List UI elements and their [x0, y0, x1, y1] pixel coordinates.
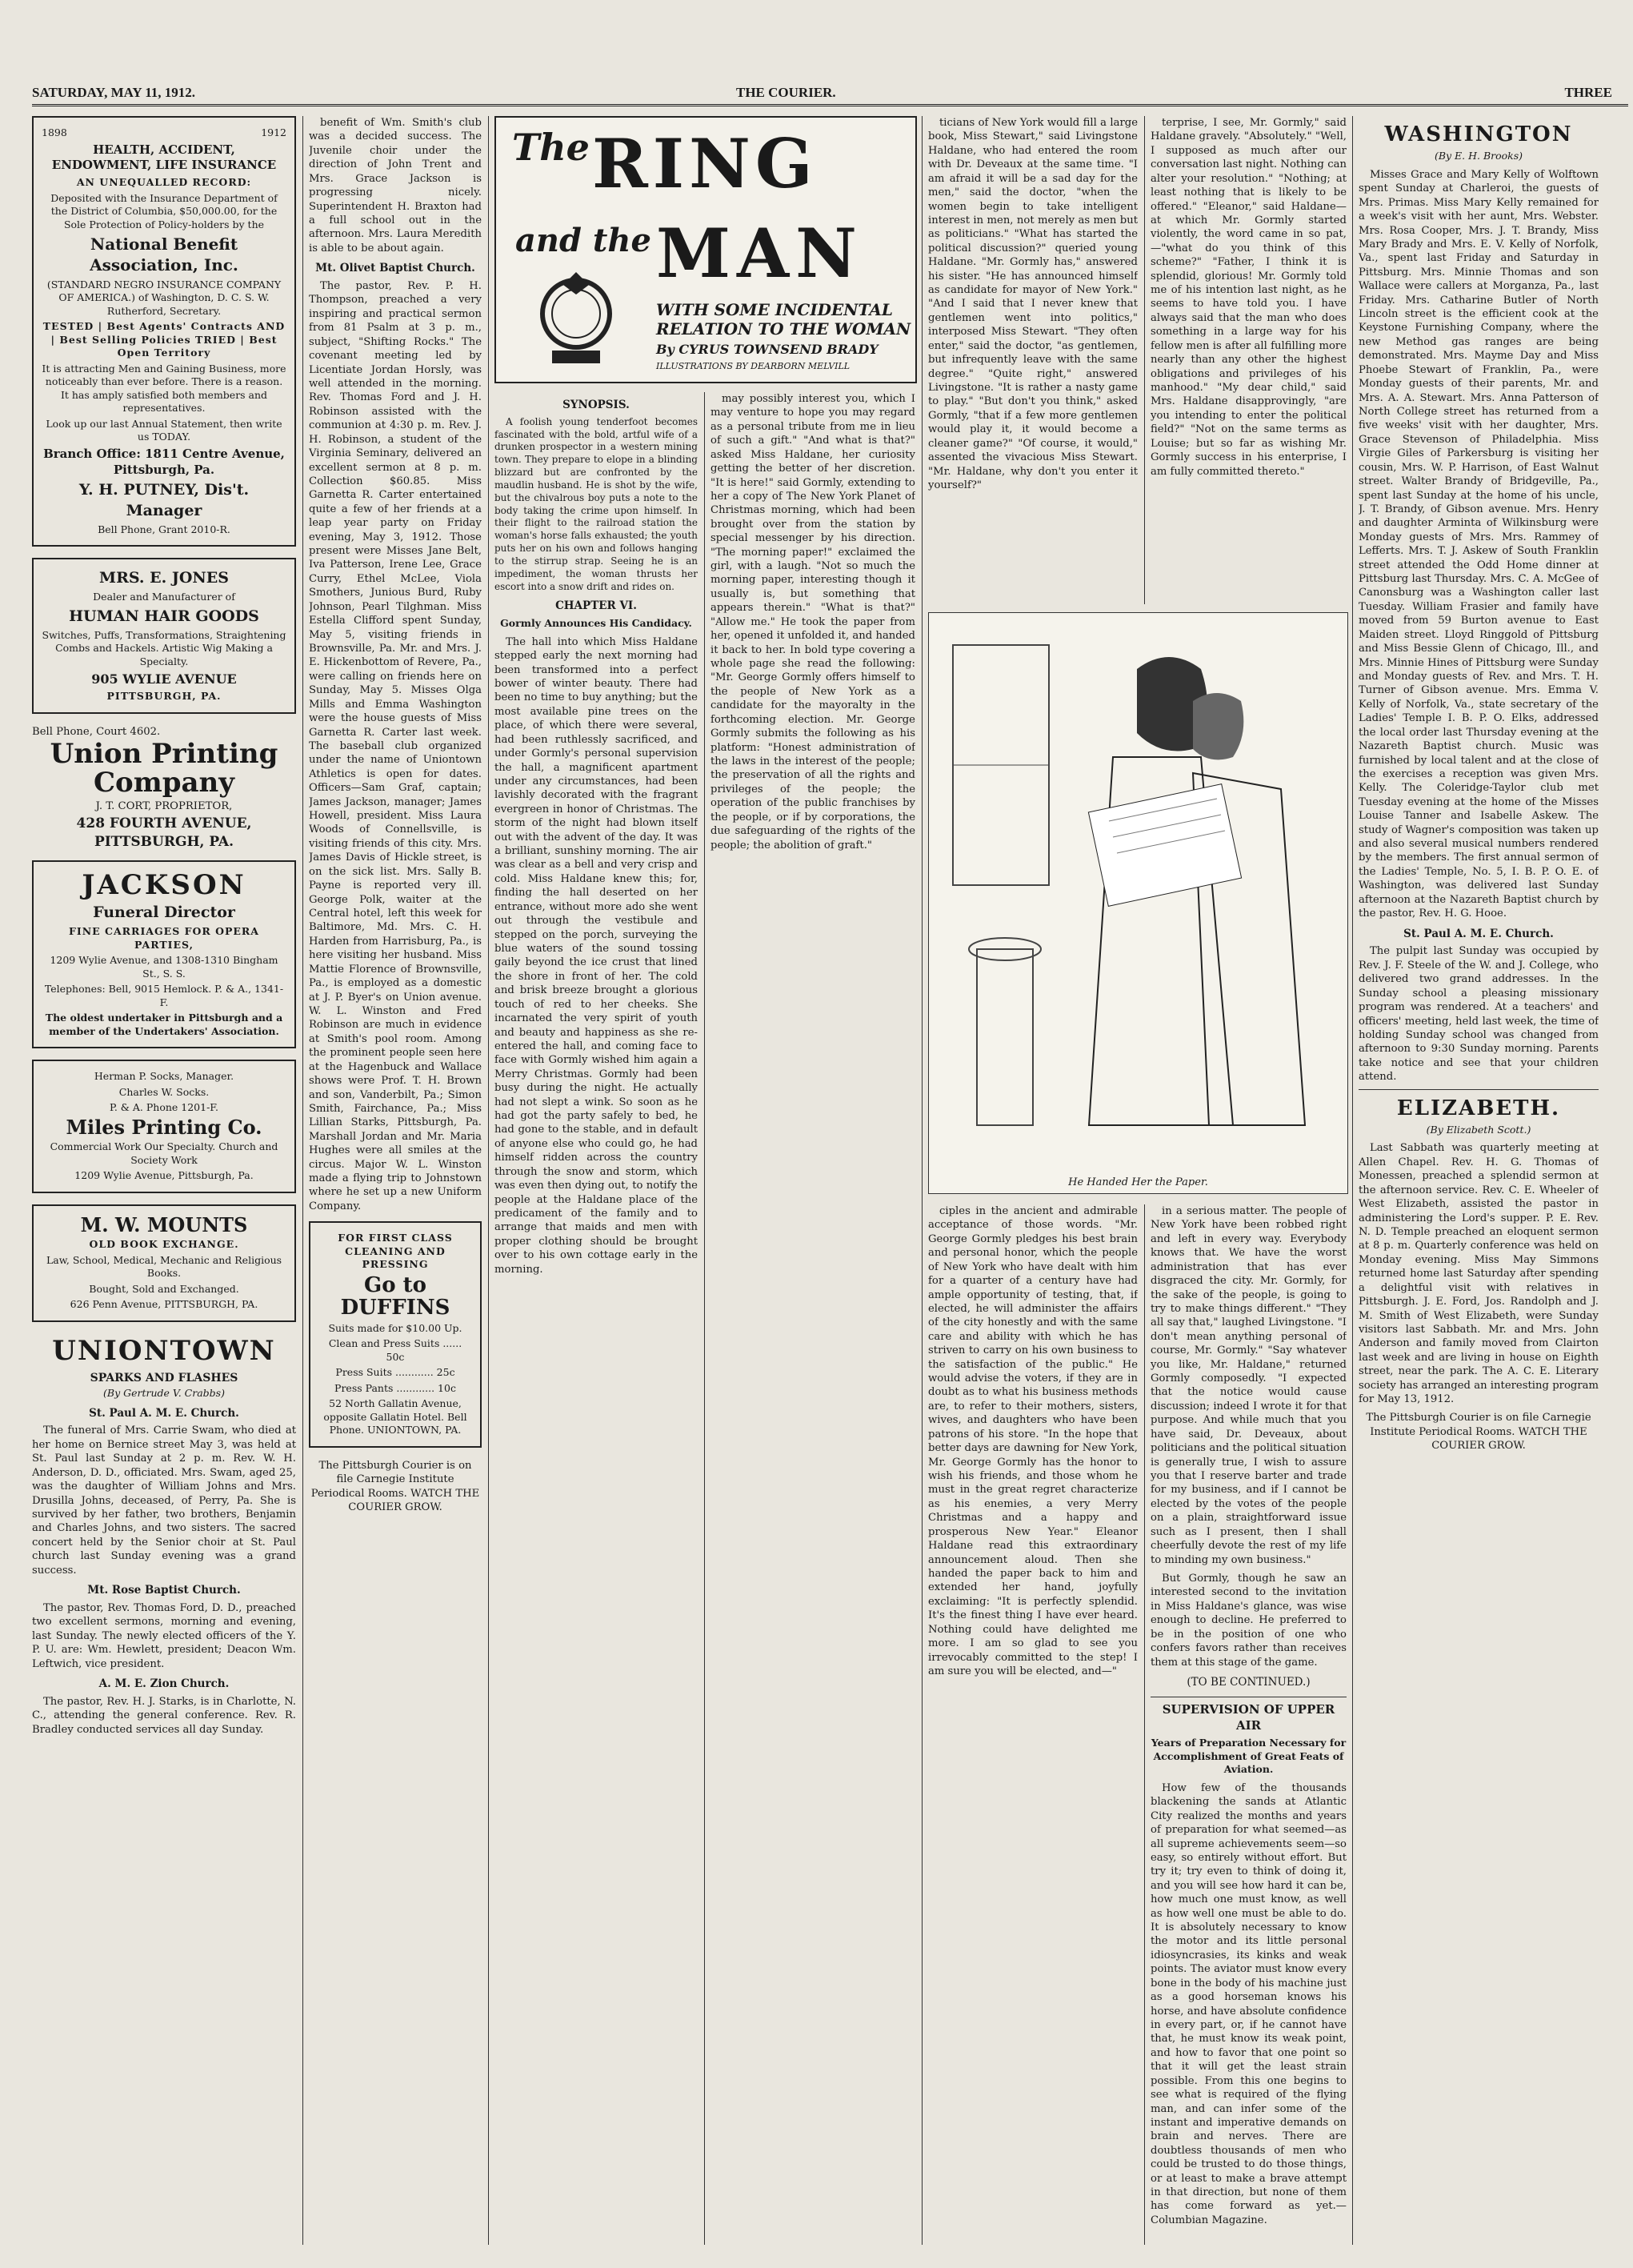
story-column-2: may possibly interest you, which I may venture to hope you may regard as a personal tribute from me in lieu of such a gift." "And what is that?" asked Miss Haldane, her curiosity getting the better of her discretion. "It is here!" said Gormly, extending to her a copy of The New York Planet of Christmas morning, which had been brought over from the station by special messenger by his direction. "The morning paper!" exclaimed the girl, with a laugh. "Not so much the morning paper, interesting though it usually is, but something that appears therein." "What is that?" "Allow me." He took the paper from her, opened it unfolded it, and handed it back to her. In bold type covering a whole page she read the following: "Mr. George Gormly offers himself to the people of New York as a candidate for the mayoralty in the forthcoming election. Mr. George Gormly submits the following as his platform: "Honest administration of the laws in the interest of the people; the preservation of all the rights and privileges of the people; the operation of the public franchises by the people, or if by corporations, the due safeguarding of the rights of the people; the abolition of graft." — [710, 393, 915, 852]
ad2-line2: HUMAN HAIR GOODS — [69, 607, 259, 625]
title-the: The — [512, 126, 590, 169]
ad4-line4: Telephones: Bell, 9015 Hemlock. P. & A., 1341-F. — [44, 983, 284, 1008]
story-column-4: terprise, I see, Mr. Gormly," said Haldane gravely. "Absolutely." "Well, I supposed as much after our conversation last night. Nothing can alter your resolution." "Nothing; at least nothing that is likely to be offered." "Eleanor," said Haldane—at which Mr. Gormly started violently, the word came in so pat,—"what do you think of this scheme?" "Father, I think it is splendid, glorious! Mr. Gormly told me of his intention last night, as he seems to have told you. I have always said that the man who does something in a large way for his fellow men is after all fulfilling more nearly than any other the highest obligations and privileges of his manhood." "My dear child," said Mrs. Haldane disapprovingly, "are you intending to enter the political field?" "Not on the same terms as Louise; but so far as wishing Mr. Gormly success in his enterprise, I am fully committed thereto." — [1151, 117, 1347, 478]
ad1-branch: Branch Office: 1811 Centre Avenue, Pittsburgh, Pa. — [43, 446, 285, 477]
illustration-caption: He Handed Her the Paper. — [1068, 1176, 1208, 1188]
synopsis-text: A foolish young tenderfoot becomes fascinated with the bold, artful wife of a drunken prospector in a western mining town. They prepare to elope in a blinding blizzard but are confronted by the maudlin husband. He is shot by the wife, but the chivalrous boy puts a note to the body taking the crime upon himself. In their flight to the railroad station the woman's horse falls exhausted; the youth puts her on his own and follows hanging to the stirrup strap. Seeing he is an impediment, the woman thrusts her escort into a snow drift and rides on. — [494, 415, 698, 592]
ad1-body: Deposited with the Insurance Department of the District of Columbia, $50,000.00, for the Sole Protection of Policy-holders by the — [50, 191, 278, 230]
ad1-subhead: AN UNEQUALLED RECORD: — [76, 176, 252, 189]
uniontown-byline: (By Gertrude V. Crabbs) — [103, 1387, 225, 1400]
column-6 — [1151, 116, 1347, 604]
ad-union-printing — [32, 725, 296, 851]
title-ring: RING — [592, 124, 818, 203]
ad3-address: 428 FOURTH AVENUE, PITTSBURGH, PA. — [76, 815, 252, 850]
masthead — [32, 83, 1628, 106]
title-author: By CYRUS TOWNSEND BRADY — [656, 342, 879, 357]
ad4-name: JACKSON — [82, 868, 246, 901]
aviation-head: SUPERVISION OF UPPER AIR — [1151, 1697, 1347, 1734]
washington-head: WASHINGTON — [1384, 122, 1573, 146]
ad1-sub: (STANDARD NEGRO INSURANCE COMPANY OF AMERICA.) of Washington, D. C. S. W. Rutherford, Secretary. — [46, 278, 282, 317]
col2-church: Mt. Olivet Baptist Church. — [315, 262, 475, 275]
ad2-line3: Switches, Puffs, Transformations, Straightening Combs and Hackels. Artistic Wig Making a Specialty. — [42, 628, 286, 667]
ad2-address: 905 WYLIE AVENUE — [91, 671, 237, 687]
duffins-l2: Clean and Press Suits ...... 50c — [328, 1337, 462, 1363]
aviation-sub: Years of Preparation Necessary for Accomplishment of Great Feats of Aviation. — [1151, 1737, 1347, 1776]
ad1-tested: TESTED | Best Agents' Contracts AND | Best Selling Policies TRIED | Best Open Territory — [42, 320, 286, 359]
title-illustrator: ILLUSTRATIONS BY DEARBORN MELVILL — [656, 361, 851, 371]
story-column-1: The hall into which Miss Haldane stepped early the next morning had been transformed into a perfect bower of winter beauty. There had been no time to buy anything; but the most available pine trees on the place, of which there were several, had been ruthlessly sacrificed, and under Gormly's personal supervision the hall, a magnificent apartment under any circumstances, had been lavishly decorated with the fragrant evergreen in honor of Christmas. The storm of the night had blown itself out with the advent of the day. It was a brilliant, sunshiny morning. The air was clear as a bell and very crisp and cold. Miss Haldane knew this; for, finding the hall deserted on her entrance, without more ado she went out through the vestibule and stepped on the porch, surveying the blue waters of the sound tossing gaily beyond the ice crust that lined the shore in front of her. The cold and brisk breeze brought a glorious touch of red to her cheeks. She incarnated the very spirit of youth and beauty and happiness as she re-entered the hall, and coming face to face with Gormly wished him again a Merry Christmas. Gormly had been busy during the night. He actually had not slept a wink. So soon as he had got the party safely to bed, he had gone to the stable, and in default of anyone else who could go, he had himself ridden across the country through the snow and storm, which was even then dying out, to notify the people at the Haldane place of the predicament of the family and to arrange that maids and men with proper clothing should be brought over to his own cottage early in the morning. — [494, 635, 698, 1276]
column-2 — [309, 116, 482, 2245]
elizabeth-byline: (By Elizabeth Scott.) — [1426, 1123, 1531, 1136]
synopsis-head: SYNOPSIS. — [562, 399, 630, 411]
col7-footer: The Pittsburgh Courier is on file Carnegie Institute Periodical Rooms. WATCH THE COURIER GROW. — [1366, 1412, 1591, 1453]
washington-church: St. Paul A. M. E. Church. — [1403, 927, 1554, 940]
uniontown-text3: The pastor, Rev. H. J. Starks, is in Charlotte, N. C., attending the general conference. Rev. R. Bradley conducted services all day Sunday. — [32, 1695, 296, 1736]
title-and: and the — [515, 222, 651, 259]
masthead-page: THREE — [1564, 85, 1612, 100]
column-rule — [302, 116, 303, 2245]
story-column-6: in a serious matter. The people of New York have been robbed right and left in every way. Everybody knows that. We have the worst administration that has ever disgraced the city. Mr. Gormly, for the sake of the people, is going to try to make things different." "They all say that," laughed Livingstone. "I don't mean anything personal of course, Mr. Gormly." "Say whatever you like, Mr. Haldane," returned Gormly composedly. "I expected that the notice would cause discussion; indeed I wrote it for that purpose. And while much that you have said, Dr. Deveaux, about politicians and the political situation is generally true, I wish to assure you that I reserve barter and trade for my business, and if I cannot be elected by the votes of the people on a plain, straightforward issue such as I present, then I shall cheerfully devote the rest of my life to minding my own business." — [1151, 1205, 1347, 1566]
ad1-year-end: 1912 — [261, 126, 286, 138]
duffins-l1: Suits made for $10.00 Up. — [328, 1321, 462, 1334]
story-column-3: ticians of New York would fill a large book, Miss Stewart," said Livingstone Haldane, who had entered the room with Dr. Deveaux at the same time. "I am afraid it will be a sad day for the men," said the doctor, "when the women begin to take intelligent interest in men, not merely as men but as politicians." "What has started the political discussion?" queried young Haldane. "Mr. Gormly has," answered his sister. "He has announced himself as candidate for mayor of New York." "And I said that I never knew that gentlemen went into politics," interposed Miss Stewart. "They often enter," said the doctor, "as gentlemen, but infrequently leave with the same degree." "Quite right," answered Livingstone. "It is rather a nasty game to play." "But don't you think," asked Gormly, "that if a few more gentlemen would play it, it would become a cleaner game?" "Of course, it would," assented the vivacious Miss Stewart. "Mr. Haldane, why don't you enter it yourself?" — [928, 117, 1138, 491]
masthead-paper: THE COURIER. — [736, 85, 836, 100]
column-5 — [928, 116, 1138, 604]
ad1-manager: Y. H. PUTNEY, Dis't. Manager — [78, 481, 250, 519]
col2-text2: The pastor, Rev. P. H. Thompson, preached a very inspiring and practical sermon from 81 Psalm at 3 p. m., subject, "Shifting Rocks." The covenant meeting led by Licentiate Jordan Horsly, was well attended in the morning. Rev. Thomas Ford and J. H. Robinson assisted with the communion at 4:30 p. m. Rev. J. H. Robinson, a student of the Virginia Seminary, delivered an excellent sermon at 8 p. m. Collection $60.85. Miss Garnetta R. Carter entertained quite a few of her friends at a leap year party on Friday evening, May 3, 1912. Those present were Misses Jane Belt, Iva Patterson, Irene Lee, Grace Curry, Ethel McLee, Viola Smothers, Junious Burd, Ruby Johnson, Pearl Tilghman. Miss Estella Clifford spent Sunday, May 5, visiting friends in Brownsville, Pa. Mr. and Mrs. J. E. Hickenbottom of Revere, Pa., were calling on friends here on Sunday, May 5. Misses Olga Mills and Emma Washington were the house guests of Miss Garnetta R. Carter last week. The baseball club organized under the name of Uniontown Athletics is open for dates. Officers—Sam Graf, captain; James Jackson, manager; James Howell, president. Miss Laura Woods of Connellsville, is visiting friends of this city. Mrs. James Davis of Hickle street, is on the sick list. Mrs. Sally B. Payne is reported very ill. George Polk, waiter at the Central hotel, left this week for Baltimore, Md. Mrs. C. H. Harden from Harrisburg, Pa., is here visiting her husband. Miss Mattie Florence of Brownsville, Pa., is employed as a domestic at J. P. Byer's on Union avenue. W. L. Winston and Fred Robinson are much in evidence at Smith's pool room. Among the prominent people seen here at the Hagenbuck and Wallace shows were Prof. T. H. Brown and son, Vanderbilt, Pa.; Simon Smith, Fairchance, Pa.; Miss Lillian Starks, Pittsburgh, Pa. Marshall Jordan and Mr. Maria Hughes were all smiles at the circus. Major W. L. Winston made a flying trip to Johnstown where he set up a new Uniform Company. — [309, 280, 482, 1212]
ad2-name: MRS. E. JONES — [99, 569, 229, 587]
ad6-name: M. W. MOUNTS — [80, 1212, 248, 1236]
ad4-line3: 1209 Wylie Avenue, and 1308-1310 Bingham St., S. S. — [50, 954, 278, 980]
ad5-line5: 1209 Wylie Avenue, Pittsburgh, Pa. — [74, 1169, 254, 1182]
ad-national-benefit — [32, 116, 296, 547]
uniontown-sub: SPARKS AND FLASHES — [90, 1371, 238, 1384]
story-column-6b: But Gormly, though he saw an interested second to the invitation in Miss Haldane's glance, was wise enough to decline. He preferred to be in the position of one who confers favors rather than receives them at this stage of the game. — [1151, 1572, 1347, 1669]
column-rule — [488, 116, 489, 2245]
column-7 — [1359, 116, 1599, 2245]
masthead-date: SATURDAY, MAY 11, 1912. — [32, 85, 196, 100]
uniontown-text: The funeral of Mrs. Carrie Swam, who died at her home on Bernice street May 3, was held at St. Paul last Sunday at 2 p. m. Rev. W. H. Anderson, D. D., officiated. Mrs. Swam, aged 25, was the daughter of William Johns and Mrs. Drusilla Johns, deceased, of Perry, Pa. She is survived by her father, two brothers, Benjamin and Charles Johns, and two sisters. The sacred concert held by the Senior choir at St. Paul church last Sunday evening was a grand success. — [32, 1425, 296, 1577]
washington-text2: The pulpit last Sunday was occupied by Rev. J. F. Steele of the W. and J. College, who delivered two grand addresses. In the Sunday school a pleasing missionary program was rendered. At a teachers' and officers' meeting, held last week, the time of holding Sunday school was changed from afternoon to 9:30 Sunday morning. Parents take notice and see that your children attend. — [1359, 945, 1599, 1084]
ad-mrs-jones — [32, 558, 296, 714]
ad6-line2: Law, School, Medical, Mechanic and Religious Books. — [46, 1253, 282, 1280]
ad1-year-start: 1898 — [42, 126, 67, 138]
story-column-5: ciples in the ancient and admirable acceptance of those words. "Mr. George Gormly pledges his best brain and personal honor, which the people of New York who have dealt with him for a quarter of a century have had ample opportunity of testing, that, if elected, he will administer the affairs of the city honestly and with the same care and ability with which he has striven to carry on his own business to the satisfaction of the public." He would advise the voters, if they are in doubt as to what his business methods are, to refer to their mothers, sisters, wives, and daughters who have been patrons of his store. "In the hope that better days are dawning for New York, Mr. George Gormly has the honor to wish his friends, and those whom he must in the great regret characterize as his enemies, a very Merry Christmas and a happy and prosperous New Year." Eleanor Haldane read this extraordinary announcement aloud. Then she handed the paper back to him and extended her hand, joyfully exclaiming: "It is perfectly splendid. It's the finest thing I have ever heard. Nothing could have delighted me more. I am so glad to see you irrevocably committed to the step! I am sure you will be elected, and—" — [928, 1205, 1138, 1677]
elizabeth-text: Last Sabbath was quarterly meeting at Allen Chapel. Rev. H. G. Thomas of Monessen, preached a splendid sermon at the afternoon service. Rev. C. E. Wheeler of West Elizabeth, assisted the pastor in administering the Lord's supper. P. E. Rev. N. D. Temple preached an eloquent sermon at 8 p. m. Quarterly conference was held on Monday evening. Miss May Simmons returned home last Saturday after spending a delightful visit with relatives in Pittsburgh. J. E. Ford, Jos. Randolph and J. M. Smith of West Elizabeth, were Sunday visitors last Sabbath. Mr. and Mrs. John Anderson and family moved from Clairton last week and are living in house on Eighth street, near the park. The A. C. E. Literary society has arranged an interesting program for May 13, 1912. — [1359, 1142, 1599, 1406]
column-3 — [494, 392, 698, 2245]
title-subtitle: WITH SOME INCIDENTAL RELATION TO THE WOMAN — [656, 300, 911, 339]
ad-mounts — [32, 1204, 296, 1322]
column-4 — [710, 392, 915, 2245]
duffins-l5: 52 North Gallatin Avenue, opposite Gallatin Hotel. Bell Phone. UNIONTOWN, PA. — [323, 1397, 467, 1437]
uniontown-section — [32, 1333, 296, 1737]
column-5-lower — [928, 1204, 1138, 2245]
ad1-org: National Benefit Association, Inc. — [90, 234, 238, 275]
ad-miles-printing — [32, 1060, 296, 1192]
ad1-look: Look up our last Annual Statement, then write us TODAY. — [46, 417, 282, 443]
ad-duffins — [309, 1221, 482, 1448]
column-rule — [1144, 1204, 1145, 2245]
continued-note: (TO BE CONTINUED.) — [1187, 1675, 1311, 1689]
ad6-line4: 626 Penn Avenue, PITTSBURGH, PA. — [70, 1298, 258, 1311]
ad1-phone: Bell Phone, Grant 2010-R. — [98, 523, 230, 535]
ad5-line4: Commercial Work Our Specialty. Church and Society Work — [50, 1140, 278, 1166]
couple-reading-illustration-icon — [929, 613, 1347, 1173]
duffins-l4: Press Pants ............ 10c — [334, 1381, 456, 1394]
ad4-line5: The oldest undertaker in Pittsburgh and a member of the Undertakers' Association. — [45, 1012, 283, 1037]
ad5-name: Miles Printing Co. — [66, 1115, 262, 1139]
story-title-box — [494, 116, 917, 383]
washington-byline: (By E. H. Brooks) — [1434, 150, 1523, 162]
column-rule — [1144, 116, 1145, 604]
elizabeth-head: ELIZABETH. — [1359, 1089, 1599, 1122]
column-6-lower — [1151, 1204, 1347, 2245]
chapter-subtitle: Gormly Announces His Candidacy. — [500, 617, 692, 630]
ad5-line2: Charles W. Socks. — [118, 1085, 210, 1098]
ad5-line1: Herman P. Socks, Manager. — [94, 1070, 234, 1083]
title-man: MAN — [656, 214, 863, 293]
uniontown-text2: The pastor, Rev. Thomas Ford, D. D., preached two excellent sermons, morning and evening, last Sunday. The newly elected officers of the Y. P. U. are: Wm. Hewlett, president; Deacon Wm. Leftwich, vice president. — [32, 1601, 296, 1670]
column-rule — [704, 392, 705, 2245]
washington-text: Misses Grace and Mary Kelly of Wolftown spent Sunday at Charleroi, the guests of Mrs. Primas. Miss Mary Kelly remained for a week's visit with her aunt, Mrs. Webster. Mrs. Rosa Cooper, Mrs. J. T. Brandy, Miss Mary Brady and Mrs. E. V. Kelly of Norfolk, Va., spent last Friday and Saturday in Pittsburg. Mrs. Minnie Thomas and son Wallace were callers at Morganza, Pa., last Friday. Mrs. Catharine Butler of North Lincoln street is the efficient cook at the Keystone Furnishing Company, where the new Method gas ranges are being demonstrated. Mrs. Mayme Day and Miss Phoebe Stewart of Franklin, Pa., were Monday guests of their parents, Mr. and Mrs. A. A. Stewart. Mrs. Anna Patterson of North College street has returned from a five weeks' visit with her daughter, Mrs. Grace Stevenson of Philadelphia. Miss Virgie Giles of Parkersburg is visiting her cousin, Mrs. W. P. Harrison, of East Walnut street. Walter Brandy of Bridgeville, Pa., spent last Sunday at the home of his uncle, J. T. Brandy, of Gibson avenue. Mrs. Henry and daughter Arminta of Wilkinsburg were Monday guests of Mrs. Mrs. Rammey of Lefferts. Mrs. T. J. Askew of South Franklin street attended the Odd Home dinner at Pittsburg last Thursday. Mrs. C. A. McGee of Canonsburg was a Washington caller last Tuesday. William Frasier and family have moved from 59 Burton avenue to East Maiden street. Lloyd Ringgold of Pittsburg and Miss Bessie Glenn of Chicago, Ill., and Mrs. Minnie Hines of Pittsburg were Sunday and Monday guests of Rev. and Mrs. T. H. Turner of Gibson avenue. Mrs. Emma V. Kelly of Norfolk, Va., state secretary of the Ladies' Temple I. B. P. O. Elks, addressed the local order last Thursday evening at the Nazareth Baptist church. Music was furnished by local talent and at the close of the exercises a reception was given Mrs. Kelly. The Coleridge-Taylor club met Tuesday evening at the home of the Misses Louise Tanner and Isabelle Askew. The study of Wagner's composition was taken up and also several musical numbers rendered by the members. The first annual sermon of the Ladies' Temple, No. 5, I. B. P. O. E. of Washington, was delivered last Sunday afternoon at the Nazareth Baptist church by the pastor, Rev. H. G. Hooe. — [1359, 168, 1599, 920]
column-1 — [32, 116, 296, 2245]
ad2-line1: Dealer and Manufacturer of — [93, 591, 235, 603]
uniontown-church3: A. M. E. Zion Church. — [98, 1677, 230, 1690]
uniontown-church: St. Paul A. M. E. Church. — [89, 1406, 239, 1420]
ad3-name: Union Printing Company — [50, 738, 278, 799]
story-title-area — [494, 116, 917, 391]
duffins-head: FOR FIRST CLASS CLEANING AND PRESSING — [338, 1232, 453, 1271]
ad6-line3: Bought, Sold and Exchanged. — [89, 1282, 239, 1295]
ad5-line3: P. & A. Phone 1201-F. — [109, 1101, 219, 1114]
column-rule — [1352, 116, 1353, 2245]
ad1-note: It is attracting Men and Gaining Business, more noticeably than ever before. There is a reason. It has amply satisfied both members and representatives. — [42, 362, 286, 415]
story-illustration — [928, 612, 1348, 1194]
column-rule — [922, 116, 923, 2245]
aviation-text: How few of the thousands blackening the sands at Atlantic City realized the months and years of preparation for what seemed—as all supreme achievements seem—so easy, so entirely without effort. But try it; try even to think of doing it, and you will see how hard it can be, how much one must know, as well as how well one must be able to do. It is absolutely necessary to know the motor and its little personal idiosyncrasies, its kinks and weak points. The aviator must know every bone in the body of his machine just as a good horseman knows his horse, and have absolute confidence in every part, or, if he cannot have that, he must know its weak point, and how to favor that one point so that it will get the least strain possible. From this one begins to see what is required of the flying man, and can infer some of the instant and imperative demands on brain and nerves. There are doubtless thousands of men who could be trusted to do those things, or at least to make a brave attempt in that direction, but none of them has come forward as yet.—Columbian Magazine. — [1151, 1781, 1347, 2226]
duffins-l3: Press Suits ............ 25c — [335, 1366, 455, 1379]
ad3-proprietor: J. T. CORT, PROPRIETOR, — [95, 799, 233, 812]
uniontown-church2: Mt. Rose Baptist Church. — [87, 1584, 241, 1597]
ad6-line1: OLD BOOK EXCHANGE. — [89, 1238, 239, 1251]
ad4-line1: Funeral Director — [93, 904, 235, 922]
col2-text1: benefit of Wm. Smith's club was a decided success. The Juvenile choir under the direction of John Trent and Mrs. Grace Jackson is progressing nicely. Superintendent H. Braxton had a full school out in the afternoon. Mrs. Laura Meredith is able to be about again. — [309, 117, 482, 254]
ad-jackson — [32, 860, 296, 1048]
ad2-city: PITTSBURGH, PA. — [106, 690, 222, 703]
ad1-headline: HEALTH, ACCIDENT, ENDOWMENT, LIFE INSURANCE — [51, 142, 277, 173]
ad4-line2: FINE CARRIAGES FOR OPERA PARTIES, — [69, 925, 259, 951]
ring-illustration-icon — [512, 266, 640, 370]
duffins-big: Go to DUFFINS — [340, 1272, 450, 1320]
chapter-number: CHAPTER VI. — [555, 599, 637, 613]
uniontown-head: UNIONTOWN — [52, 1334, 276, 1367]
ad3-phone: Bell Phone, Court 4602. — [32, 725, 161, 738]
col2-footer: The Pittsburgh Courier is on file Carnegie Institute Periodical Rooms. WATCH THE COURIER GROW. — [310, 1459, 480, 1514]
